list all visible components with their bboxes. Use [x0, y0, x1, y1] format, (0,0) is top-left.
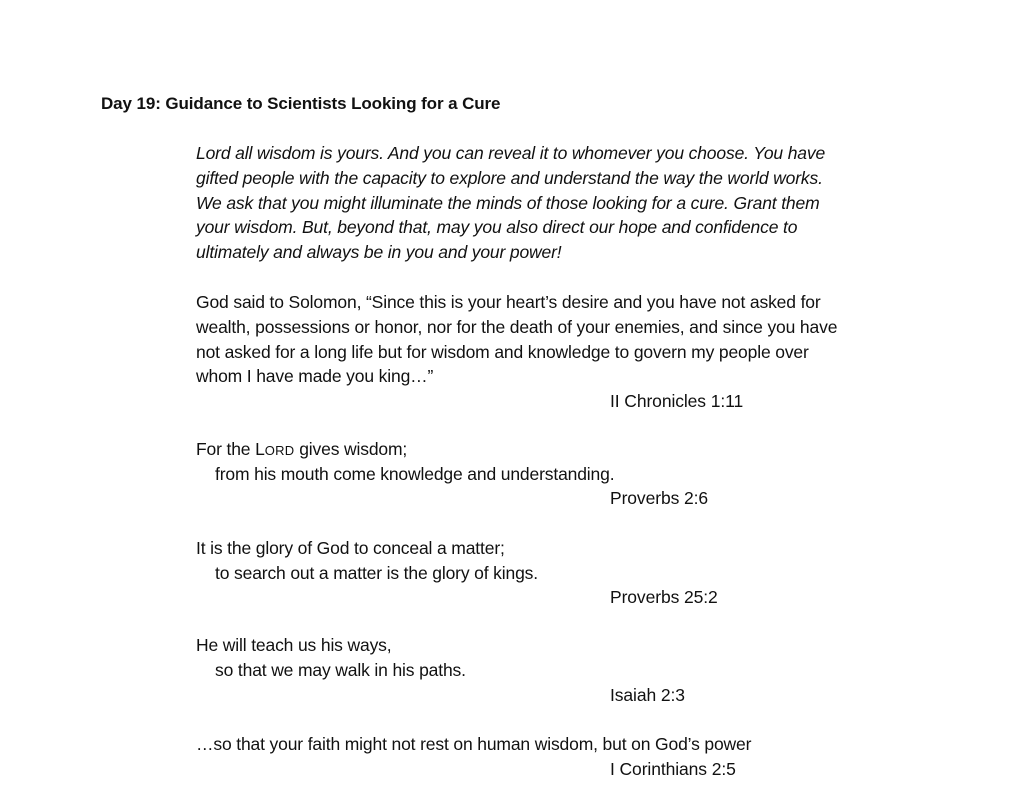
passage-line: God said to Solomon, “Since this is your heart’s desire and you have not asked for: [196, 292, 821, 312]
passage-text: gives wisdom;: [294, 439, 408, 459]
scripture-reference: Proverbs 2:6: [610, 488, 709, 508]
passage-line: wealth, possessions or honor, nor for the death of your enemies, and since you have: [196, 317, 838, 337]
scripture-reference: II Chronicles 1:11: [610, 391, 744, 411]
scripture-reference: Proverbs 25:2: [610, 587, 718, 607]
passage-line: to search out a matter is the glory of kings.: [215, 563, 538, 583]
passage-text: For the L: [196, 439, 265, 459]
passage-line: …so that your faith might not rest on human wisdom, but on God’s power: [196, 734, 752, 754]
prayer-line: We ask that you might illuminate the minds of those looking for a cure. Grant them: [196, 193, 820, 213]
prayer-line: gifted people with the capacity to explore and understand the way the world works.: [196, 168, 823, 188]
passage-line: whom I have made you king…”: [196, 366, 434, 386]
scripture-reference: Isaiah 2:3: [610, 685, 685, 705]
lord-smallcaps: ORD: [264, 443, 295, 458]
prayer-line: your wisdom. But, beyond that, may you also direct our hope and confidence to: [196, 217, 798, 237]
page-title: Day 19: Guidance to Scientists Looking for a Cure: [101, 94, 501, 113]
passage-line: [196, 437, 407, 463]
scripture-reference: I Corinthians 2:5: [610, 759, 736, 779]
passage-line: He will teach us his ways,: [196, 635, 392, 655]
passage-line: so that we may walk in his paths.: [215, 660, 466, 680]
prayer-line: ultimately and always be in you and your power!: [196, 242, 562, 262]
passage-line: from his mouth come knowledge and understanding.: [215, 464, 615, 484]
passage-line: not asked for a long life but for wisdom and knowledge to govern my people over: [196, 342, 809, 362]
passage-line: It is the glory of God to conceal a matter;: [196, 538, 505, 558]
prayer-line: Lord all wisdom is yours. And you can reveal it to whomever you choose. You have: [196, 143, 826, 163]
